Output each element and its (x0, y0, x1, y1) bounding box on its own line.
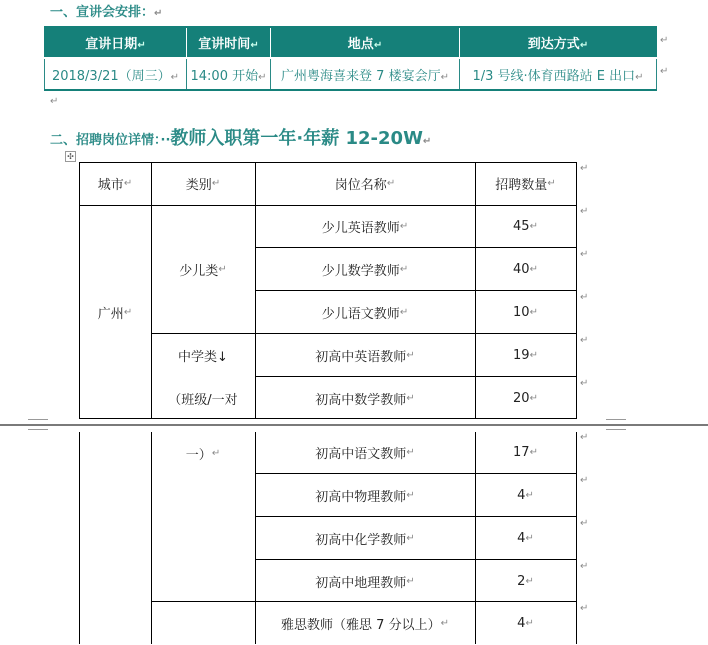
schedule-header-row (45, 27, 657, 58)
schedule-header-time[interactable]: 宣讲时间↵ (187, 27, 271, 58)
table-gridline (255, 247, 577, 248)
category-mid-line2[interactable]: （班级/一对 (168, 392, 238, 408)
table-gridline (79, 205, 577, 206)
section2-title: 二、招聘岗位详情：·· (50, 133, 171, 148)
paragraph-mark: ↵ (154, 8, 163, 19)
category-mid-line3[interactable]: 一） ↵ (185, 447, 221, 463)
position-count-cell[interactable]: 45 ↵ (513, 219, 538, 234)
salary-highlight: 教师入职第一年·年薪 12-20W (170, 128, 423, 149)
table-gridline (576, 432, 577, 644)
row-end-mark: ↵ (580, 292, 589, 303)
position-count-cell[interactable]: 20 ↵ (513, 391, 538, 406)
schedule-table (44, 26, 657, 91)
table-gridline (255, 162, 256, 419)
table-gridline (79, 162, 80, 419)
table-gridline (255, 559, 577, 560)
position-count-cell[interactable]: 10 ↵ (513, 305, 538, 320)
position-count-cell[interactable]: 4 ↵ (517, 616, 534, 631)
position-count-cell[interactable]: 4 ↵ (517, 488, 534, 503)
position-count-cell[interactable]: 4 ↵ (517, 531, 534, 546)
category-mid-line1[interactable]: 中学类↓ (178, 349, 228, 365)
position-name-cell[interactable]: 少儿语文教师 ↵ (321, 307, 409, 322)
schedule-date-cell[interactable]: 2018/3/21（周三）↵ (45, 58, 187, 90)
schedule-header-date[interactable]: 宣讲日期↵ (45, 27, 187, 58)
schedule-header-transport[interactable]: 到达方式↵ (460, 27, 657, 58)
table-move-handle-icon[interactable]: ✣ (65, 151, 76, 162)
paragraph-mark: ↵ (50, 96, 59, 107)
position-count-cell[interactable]: 19 ↵ (513, 348, 538, 363)
position-count-cell[interactable]: 2 ↵ (517, 574, 534, 589)
position-name-cell[interactable]: 初高中物理教师 ↵ (315, 490, 415, 505)
position-name-cell[interactable]: 少儿英语教师 ↵ (321, 221, 409, 236)
position-name-cell[interactable]: 初高中化学教师 ↵ (315, 533, 415, 548)
position-name-cell[interactable]: 初高中地理教师 ↵ (315, 576, 415, 591)
table-gridline (255, 516, 577, 517)
table-gridline (151, 601, 577, 602)
table-gridline (79, 162, 577, 163)
section2-heading (50, 124, 431, 150)
city-cell[interactable]: 广州 ↵ (97, 306, 133, 322)
row-end-mark: ↵ (580, 561, 589, 572)
position-count-cell[interactable]: 40 ↵ (513, 262, 538, 277)
table-gridline (151, 162, 152, 419)
row-end-mark: ↵ (580, 475, 589, 486)
table-gridline (151, 333, 577, 334)
category-kids-cell[interactable]: 少儿类 ↵ (179, 263, 227, 279)
row-end-mark: ↵ (580, 249, 589, 260)
position-name-cell[interactable]: 初高中数学教师 ↵ (315, 393, 415, 408)
page-margin-marker-right (606, 419, 626, 430)
table-gridline (151, 432, 152, 644)
position-name-cell[interactable]: 初高中英语教师 ↵ (315, 350, 415, 365)
row-end-mark: ↵ (580, 206, 589, 217)
row-end-mark: ↵ (580, 518, 589, 529)
jobs-header-count[interactable]: 招聘数量 ↵ (495, 178, 556, 193)
schedule-row (45, 58, 657, 90)
jobs-header-city[interactable]: 城市 ↵ (97, 178, 133, 193)
row-end-mark: ↵ (580, 163, 589, 174)
schedule-time-cell[interactable]: 14:00 开始↵ (187, 58, 271, 90)
paragraph-mark: ↵ (422, 136, 432, 147)
table-gridline (79, 418, 577, 419)
row-end-mark: ↵ (580, 603, 589, 614)
jobs-header-category[interactable]: 类别 ↵ (185, 178, 221, 193)
row-end-mark: ↵ (580, 335, 589, 346)
row-end-mark: ↵ (660, 35, 669, 46)
schedule-location-cell[interactable]: 广州粤海喜来登 7 楼宴会厅↵ (271, 58, 460, 90)
table-gridline (255, 376, 577, 377)
table-gridline (255, 473, 577, 474)
table-gridline (255, 290, 577, 291)
row-end-mark: ↵ (580, 432, 589, 443)
page-break-line (0, 424, 708, 426)
table-gridline (475, 432, 476, 644)
jobs-header-position[interactable]: 岗位名称 ↵ (334, 178, 396, 193)
section1-heading (50, 1, 162, 20)
table-gridline (255, 432, 256, 644)
schedule-transport-cell[interactable]: 1/3 号线·体育西路站 E 出口↵ (460, 58, 657, 90)
table-gridline (79, 432, 80, 644)
section1-title: 一、宣讲会安排： (50, 5, 155, 20)
row-end-mark: ↵ (660, 66, 669, 77)
position-name-cell[interactable]: 少儿数学教师 ↵ (321, 264, 409, 279)
schedule-header-location[interactable]: 地点↵ (271, 27, 460, 58)
table-gridline (475, 162, 476, 419)
position-name-cell[interactable]: 初高中语文教师 ↵ (315, 447, 415, 462)
page-margin-marker-left (28, 419, 48, 430)
position-count-cell[interactable]: 17 ↵ (513, 445, 538, 460)
table-gridline (576, 162, 577, 419)
row-end-mark: ↵ (580, 378, 589, 389)
position-name-cell[interactable]: 雅思教师（雅思 7 分以上） ↵ (281, 618, 449, 633)
